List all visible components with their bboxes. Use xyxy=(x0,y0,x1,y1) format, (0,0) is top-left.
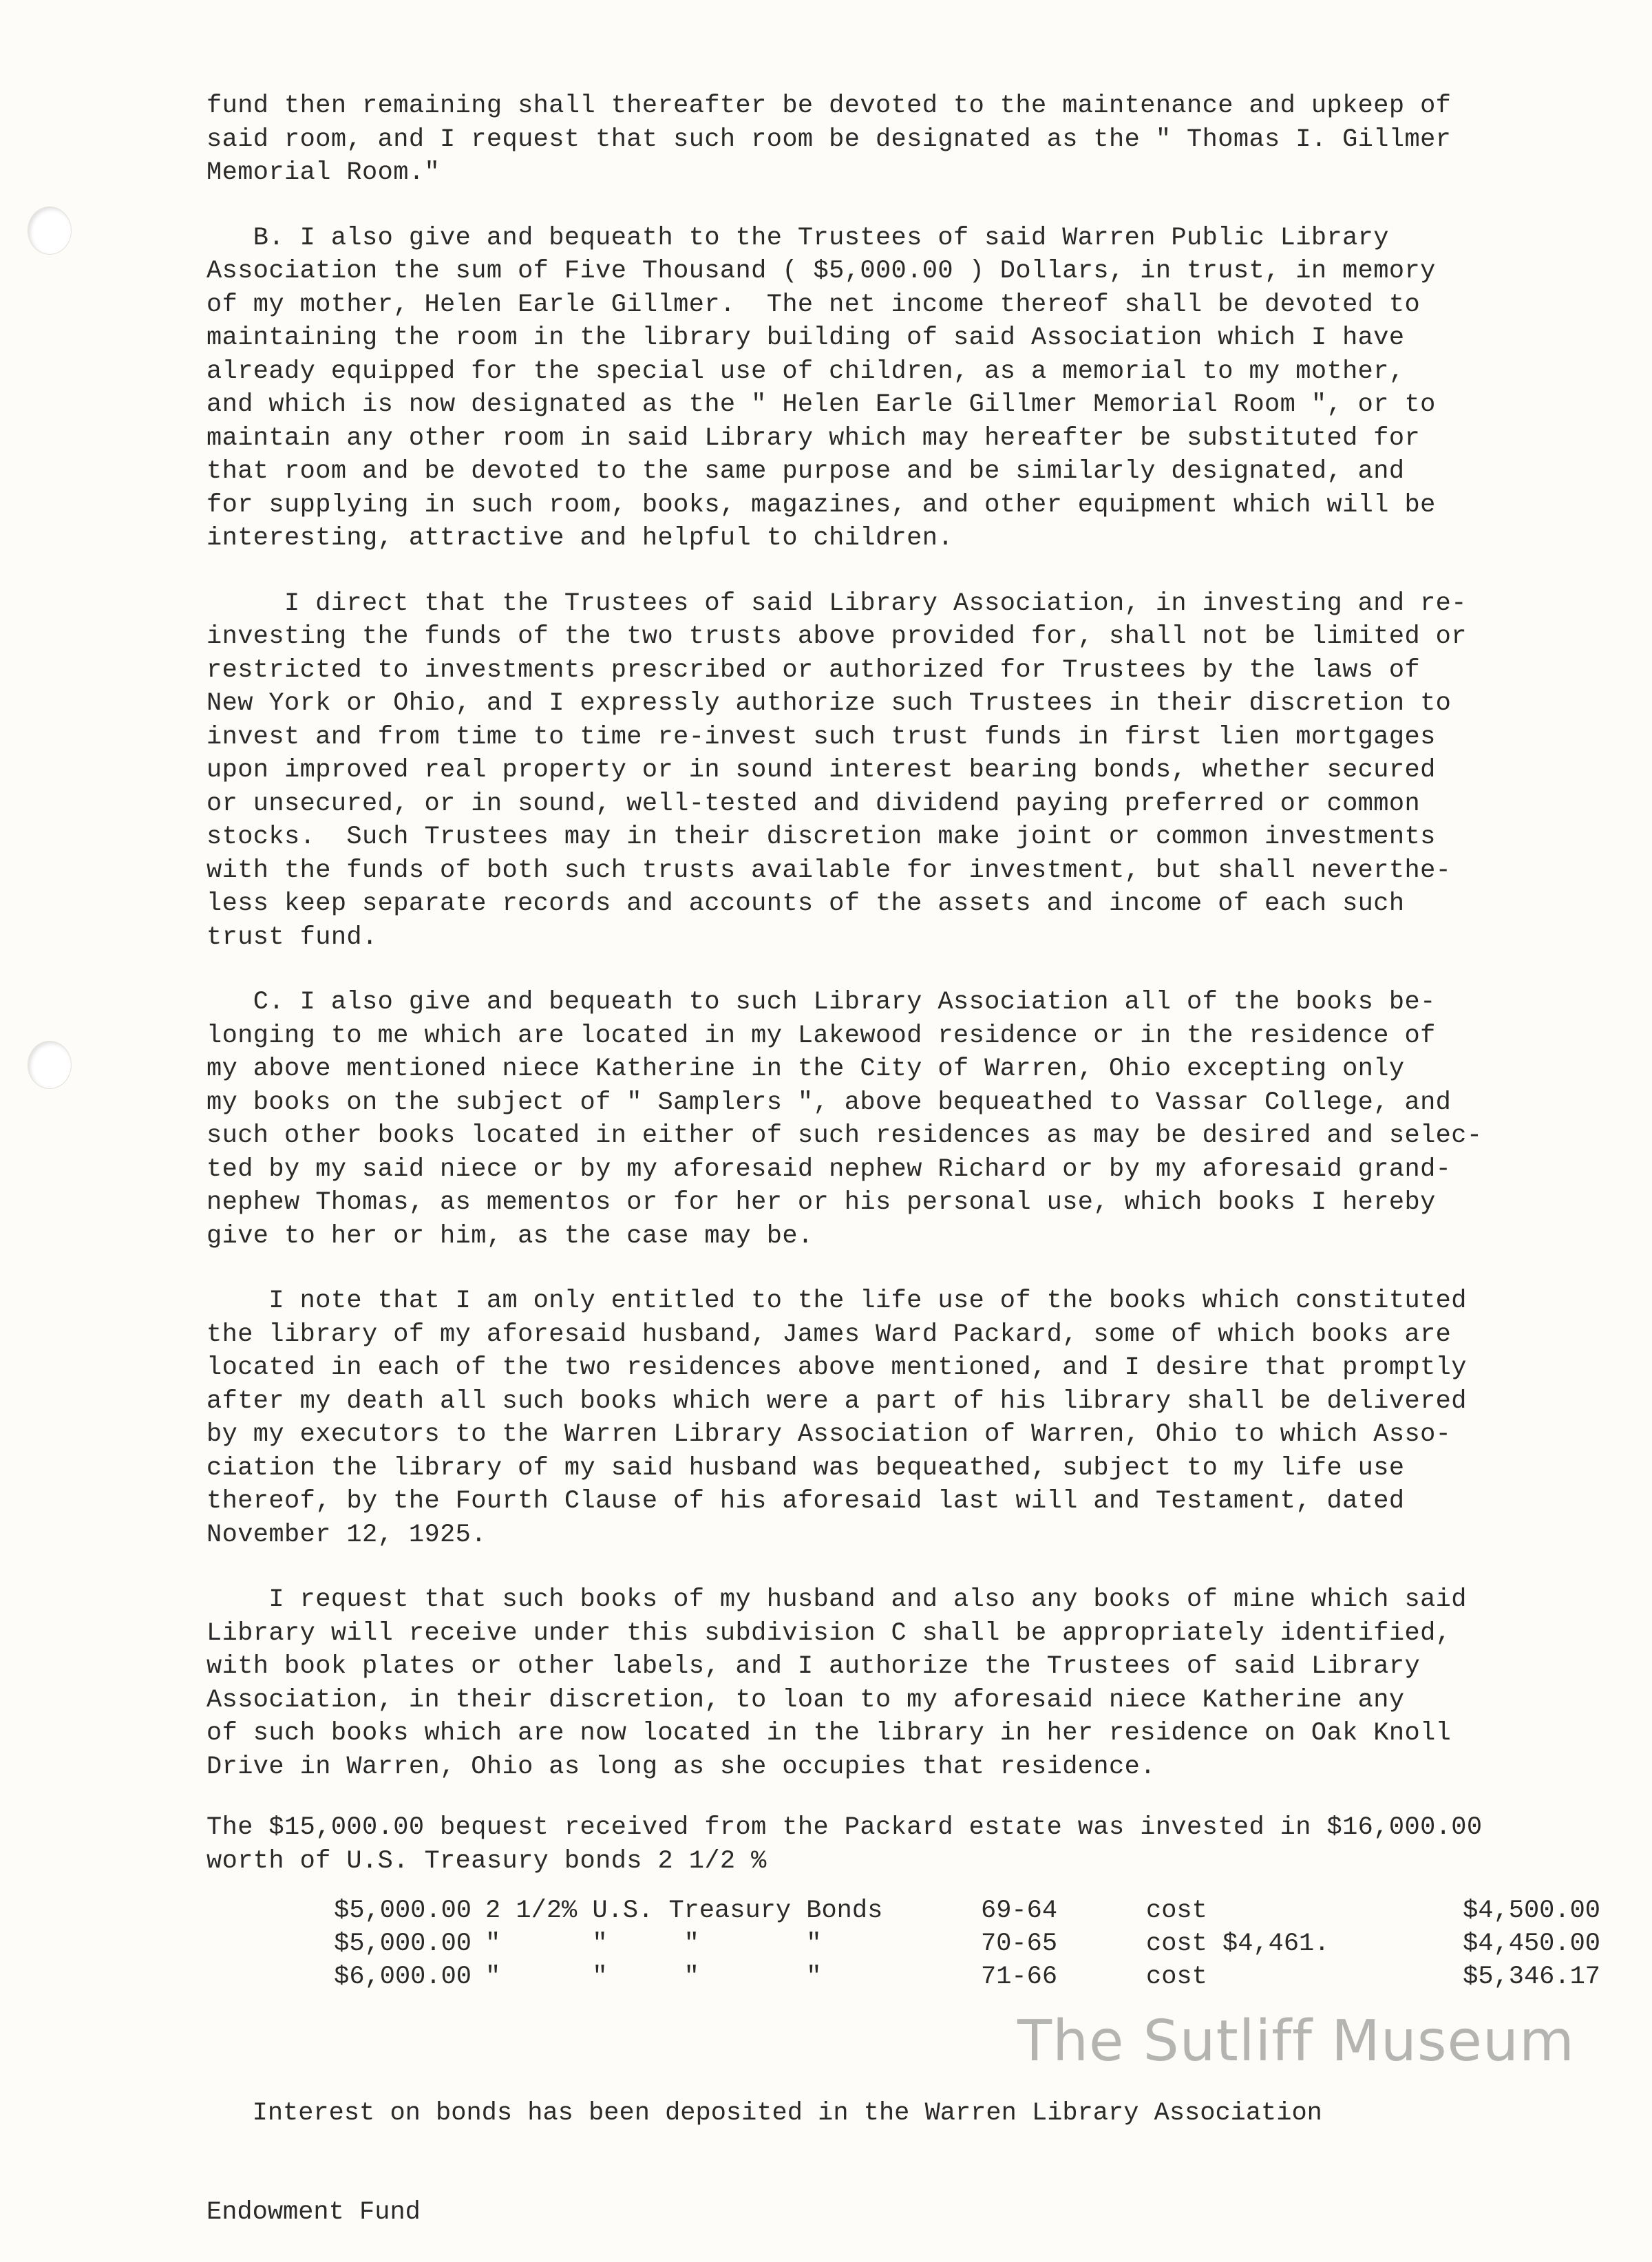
bond-years: 69-64 xyxy=(981,1896,1058,1925)
text-line: Interest on bonds has been deposited in the Warren Library Association xyxy=(206,2099,1322,2128)
table-row xyxy=(206,1927,1600,1960)
text-line: The $15,000.00 bequest received from the Packard estate was invested in $16,000.00 xyxy=(206,1813,1483,1842)
text-line: my books on the subject of " Samplers ", above bequeathed to Vassar College, and xyxy=(206,1088,1452,1117)
text-line: the library of my aforesaid husband, James Ward Packard, some of which books are xyxy=(206,1320,1452,1349)
text-line: with the funds of both such trusts available for investment, but shall neverthe- xyxy=(206,856,1452,885)
text-line: said room, and I request that such room be designated as the " Thomas I. Gillmer xyxy=(206,125,1452,154)
text-line: nephew Thomas, as mementos or for her or his personal use, which books I hereby xyxy=(206,1188,1436,1217)
text-line: Drive in Warren, Ohio as long as she occupies that residence. xyxy=(206,1752,1156,1782)
text-line: located in each of the two residences above mentioned, and I desire that promptly xyxy=(206,1353,1467,1382)
text-line: restricted to investments prescribed or authorized for Trustees by the laws of xyxy=(206,655,1421,685)
text-line: maintain any other room in said Library which may hereafter be substituted for xyxy=(206,423,1421,453)
bond-cost: cost xyxy=(1146,1963,1207,1991)
bond-years: 70-65 xyxy=(981,1930,1058,1958)
text-line: I request that such books of my husband and also any books of mine which said xyxy=(206,1585,1467,1614)
bond-description: " " " " xyxy=(485,1930,822,1958)
text-line: such other books located in either of such residences as may be desired and selec- xyxy=(206,1121,1483,1150)
text-line: C. I also give and bequeath to such Library Association all of the books be- xyxy=(206,988,1436,1017)
text-line: after my death all such books which were a part of his library shall be delivered xyxy=(206,1386,1467,1416)
bond-value: $5,346.17 xyxy=(1463,1963,1600,1991)
text-line: Endowment Fund xyxy=(206,2198,421,2227)
text-line: already equipped for the special use of children, as a memorial to my mother, xyxy=(206,357,1405,386)
bond-description: 2 1/2% U.S. Treasury Bonds xyxy=(485,1896,883,1925)
text-line: investing the funds of the two trusts above provided for, shall not be limited or xyxy=(206,622,1467,651)
museum-watermark: The Sutliff Museum xyxy=(1017,2009,1575,2074)
bond-description: " " " " xyxy=(485,1963,822,1991)
text-line: give to her or him, as the case may be. xyxy=(206,1221,814,1251)
text-line: November 12, 1925. xyxy=(206,1520,487,1550)
document-body xyxy=(206,89,1583,1878)
text-line: worth of U.S. Treasury bonds 2 1/2 % xyxy=(206,1846,767,1876)
text-line: ted by my said niece or by my aforesaid nephew Richard or by my aforesaid grand- xyxy=(206,1154,1452,1184)
table-row xyxy=(206,1960,1600,1994)
text-line: maintaining the room in the library building of said Association which I have xyxy=(206,324,1405,352)
bond-amount: $6,000.00 xyxy=(334,1963,472,1991)
text-line: thereof, by the Fourth Clause of his aforesaid last will and Testament, dated xyxy=(206,1487,1405,1516)
text-line: I note that I am only entitled to the life use of the books which constituted xyxy=(206,1287,1467,1315)
text-line: stocks. Such Trustees may in their discretion make joint or common investments xyxy=(206,823,1436,852)
text-line: Library will receive under this subdivision C shall be appropriately identified, xyxy=(206,1618,1452,1648)
bond-amount: $5,000.00 xyxy=(334,1930,472,1958)
text-line: my above mentioned niece Katherine in the City of Warren, Ohio excepting only xyxy=(206,1055,1405,1084)
table-row xyxy=(206,1894,1600,1927)
text-line: B. I also give and bequeath to the Trustees of said Warren Public Library xyxy=(206,223,1389,253)
binder-hole-top xyxy=(28,207,72,255)
text-line: I direct that the Trustees of said Library Association, in investing and re- xyxy=(206,589,1467,618)
text-line: Association, in their discretion, to loan to my aforesaid niece Katherine any xyxy=(206,1685,1405,1715)
binder-hole-middle xyxy=(28,1041,72,1089)
text-line: fund then remaining shall thereafter be devoted to the maintenance and upkeep of xyxy=(206,92,1452,120)
text-line: invest and from time to time re-invest such trust funds in first lien mortgages xyxy=(206,722,1436,752)
text-line: less keep separate records and accounts of the assets and income of each such xyxy=(206,889,1405,918)
text-line: upon improved real property or in sound interest bearing bonds, whether secured xyxy=(206,756,1436,785)
bond-table xyxy=(206,1894,1600,1994)
bond-value: $4,450.00 xyxy=(1463,1930,1600,1958)
text-line: Memorial Room." xyxy=(206,158,441,187)
bond-years: 71-66 xyxy=(981,1963,1058,1991)
text-line: and which is now designated as the " Helen Earle Gillmer Memorial Room ", or to xyxy=(206,390,1436,419)
text-line: of my mother, Helen Earle Gillmer. The net income thereof shall be devoted to xyxy=(206,290,1421,319)
text-line: or unsecured, or in sound, well-tested and dividend paying preferred or common xyxy=(206,789,1421,818)
text-line: longing to me which are located in my Lakewood residence or in the residence of xyxy=(206,1021,1436,1050)
bond-cost: cost xyxy=(1146,1896,1207,1925)
text-line: trust fund. xyxy=(206,922,378,952)
text-line: interesting, attractive and helpful to children. xyxy=(206,524,953,553)
text-line: by my executors to the Warren Library Association of Warren, Ohio to which Asso- xyxy=(206,1420,1452,1449)
bond-cost: cost $4,461. xyxy=(1146,1930,1330,1958)
bond-value: $4,500.00 xyxy=(1463,1896,1600,1925)
text-line: of such books which are now located in the library in her residence on Oak Knoll xyxy=(206,1719,1452,1748)
bond-amount: $5,000.00 xyxy=(334,1896,472,1925)
text-line: New York or Ohio, and I expressly authorize such Trustees in their discretion to xyxy=(206,689,1452,718)
text-line: Association the sum of Five Thousand ( $5,000.00 ) Dollars, in trust, in memory xyxy=(206,257,1436,286)
text-line: with book plates or other labels, and I authorize the Trustees of said Library xyxy=(206,1652,1421,1681)
text-line: that room and be devoted to the same purpose and be similarly designated, and xyxy=(206,457,1405,486)
text-line: ciation the library of my said husband was bequeathed, subject to my life use xyxy=(206,1453,1405,1483)
text-line: for supplying in such room, books, magazines, and other equipment which will be xyxy=(206,490,1436,520)
